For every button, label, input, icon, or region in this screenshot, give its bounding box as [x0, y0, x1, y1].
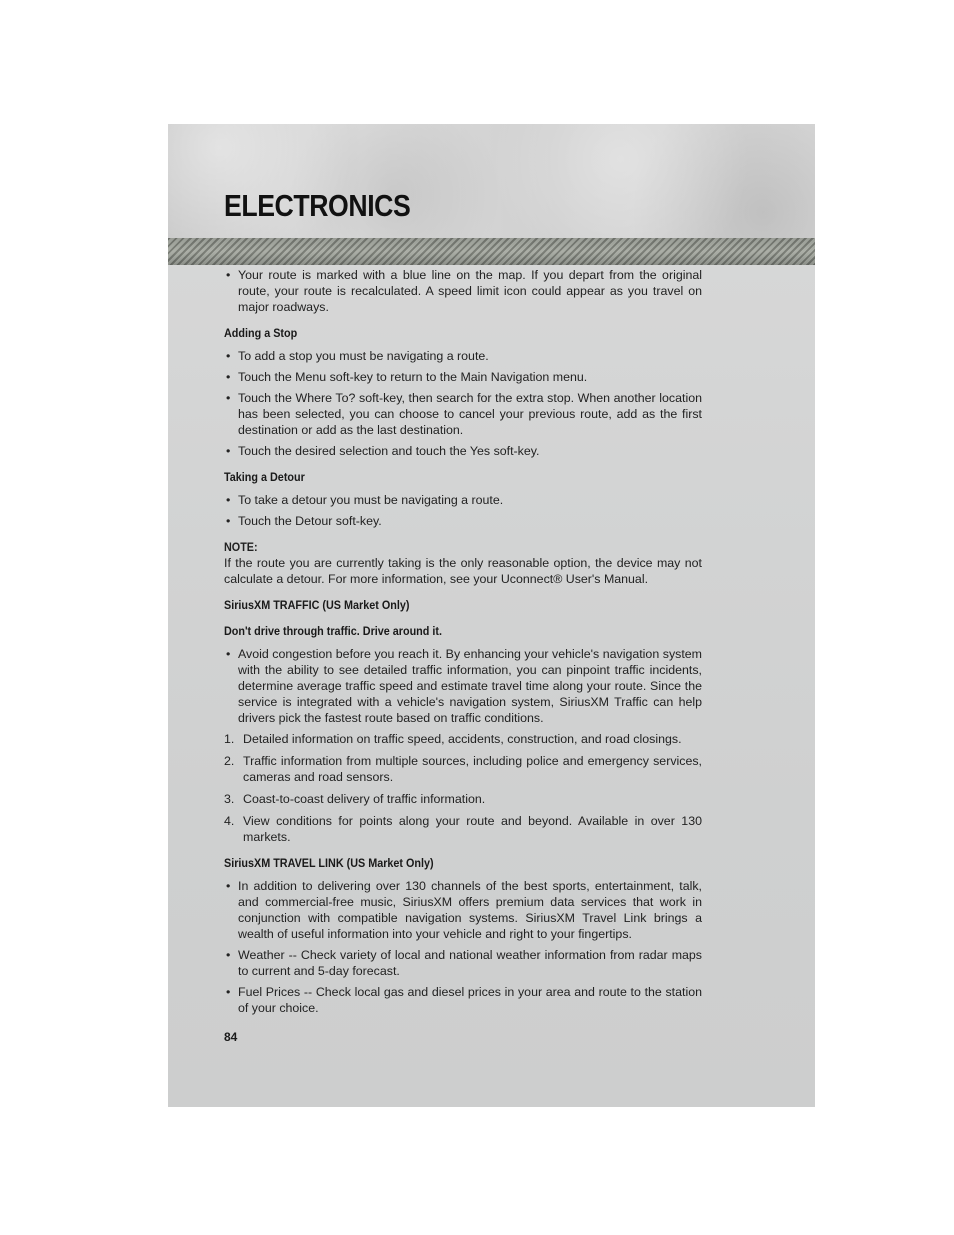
manual-page: [168, 124, 815, 1107]
item-text: View conditions for points along your route and beyond. Available in over 130 markets.: [243, 814, 702, 844]
traffic-bullet: • Avoid congestion before you reach it. By enhancing your vehicle's navigation system with the ability to see detailed traffic information, you can pinpoint traffic incidents, determine average traffic speed and estimate travel time along your route. Since the service is integrated with a vehicle's navigation system, SiriusXM Traffic can help drivers pick the fastest route based on traffic conditions.: [224, 646, 702, 726]
item-number: 2.: [224, 754, 235, 768]
list-item: • Touch the Detour soft-key.: [224, 513, 702, 529]
list-item: • To add a stop you must be navigating a route.: [224, 348, 702, 364]
numbered-item: [224, 791, 702, 807]
chapter-title: ELECTRONICS: [224, 188, 411, 223]
numbered-item: [224, 753, 702, 785]
list-item: • Touch the Where To? soft-key, then search for the extra stop. When another location has been selected, you can choose to cancel your previous route, add as the first destination or add as the last destination.: [224, 390, 702, 438]
item-number: 4.: [224, 814, 235, 828]
header-stripe: [168, 238, 815, 265]
list-item: • Fuel Prices -- Check local gas and diesel prices in your area and route to the station of your choice.: [224, 984, 702, 1016]
note-text: If the route you are currently taking is the only reasonable option, the device may not calculate a detour. For more information, see your Uconnect® User's Manual.: [224, 556, 702, 586]
intro-bullet: • Your route is marked with a blue line on the map. If you depart from the original route, your route is recalculated. A speed limit icon could appear as you travel on major roadways.: [224, 267, 702, 315]
item-number: 1.: [224, 732, 235, 746]
item-text: Coast-to-coast delivery of traffic information.: [243, 792, 486, 806]
list-item: • To take a detour you must be navigating a route.: [224, 492, 702, 508]
item-text: Traffic information from multiple sources, including police and emergency services, cameras and road sensors.: [243, 754, 702, 784]
numbered-item: [224, 731, 702, 747]
page-content: [224, 267, 702, 1021]
adding-stop-heading: Adding a Stop: [224, 326, 298, 340]
chapter-header: [168, 124, 815, 242]
note-label: NOTE:: [224, 540, 258, 554]
traffic-subheading: Don't drive through traffic. Drive around it.: [224, 624, 442, 638]
list-item: • In addition to delivering over 130 channels of the best sports, entertainment, talk, and commercial-free music, SiriusXM offers premium data services that work in conjunction with compatible navigation systems. SiriusXM Travel Link brings a wealth of useful information into your vehicle and right to your fingertips.: [224, 878, 702, 942]
taking-detour-heading: Taking a Detour: [224, 470, 305, 484]
item-text: Detailed information on traffic speed, accidents, construction, and road closings.: [243, 732, 682, 746]
list-item: • Weather -- Check variety of local and national weather information from radar maps to current and 5-day forecast.: [224, 947, 702, 979]
list-item: • Touch the Menu soft-key to return to the Main Navigation menu.: [224, 369, 702, 385]
list-item: • Touch the desired selection and touch the Yes soft-key.: [224, 443, 702, 459]
traffic-heading: SiriusXM TRAFFIC (US Market Only): [224, 598, 410, 612]
page-number: 84: [224, 1030, 238, 1044]
travel-link-heading: SiriusXM TRAVEL LINK (US Market Only): [224, 856, 434, 870]
item-number: 3.: [224, 792, 235, 806]
numbered-item: [224, 813, 702, 845]
